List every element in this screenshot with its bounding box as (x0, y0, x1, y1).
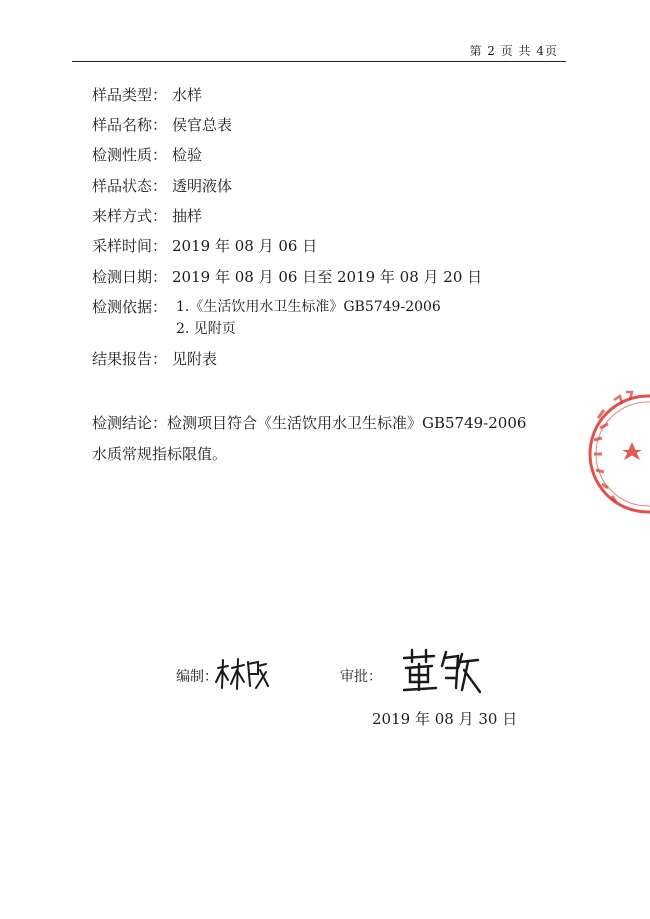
signature-block (0, 648, 650, 708)
page-number: 第 2 页 共 4页 (469, 44, 558, 58)
field-value: 检验 (172, 146, 203, 164)
field-result-report (92, 348, 217, 370)
field-label: 采样时间： (92, 237, 168, 255)
field-test-nature (92, 144, 202, 166)
field-label: 检测依据： (92, 298, 168, 316)
field-test-date (92, 266, 482, 288)
field-value: 2019 年 08 月 06 日至 2019 年 08 月 20 日 (172, 268, 483, 286)
compiler-label: 编制： (176, 669, 218, 685)
page-header (0, 0, 650, 64)
field-sample-type (92, 84, 202, 106)
field-value: 见附表 (172, 350, 218, 368)
field-value: 侯官总表 (172, 116, 233, 134)
conclusion-line: 水质常规指标限值。 (92, 445, 228, 463)
field-label: 检测日期： (92, 268, 168, 286)
field-sampling-method (92, 205, 202, 227)
official-stamp (574, 388, 650, 520)
conclusion-line: 检测结论：检测项目符合《生活饮用水卫生标准》GB5749-2006 (92, 414, 527, 432)
test-basis-list (176, 296, 441, 340)
field-test-basis (92, 296, 172, 318)
field-value: 透明液体 (172, 177, 233, 195)
list-item: 2. 见附页 (176, 321, 236, 337)
list-item: 1.《生活饮用水卫生标准》GB5749-2006 (176, 299, 441, 315)
field-sample-name (92, 114, 232, 136)
field-label: 样品类型： (92, 86, 168, 104)
field-label: 检测性质： (92, 146, 168, 164)
field-label: 样品名称： (92, 116, 168, 134)
field-value: 水样 (172, 86, 203, 104)
header-rule (72, 61, 566, 62)
field-value: 2019 年 08 月 06 日 (172, 237, 318, 255)
sign-date: 2019 年 08 月 30 日 (372, 710, 518, 728)
field-label: 样品状态： (92, 177, 168, 195)
approver-signature (400, 648, 486, 696)
field-label: 结果报告： (92, 350, 168, 368)
approver-label: 审批： (340, 669, 382, 685)
field-value: 抽样 (172, 207, 203, 225)
field-sample-state (92, 175, 232, 197)
field-label: 来样方式： (92, 207, 168, 225)
compiler-signature (214, 656, 272, 692)
field-sampling-time (92, 235, 317, 257)
test-conclusion (92, 408, 562, 470)
